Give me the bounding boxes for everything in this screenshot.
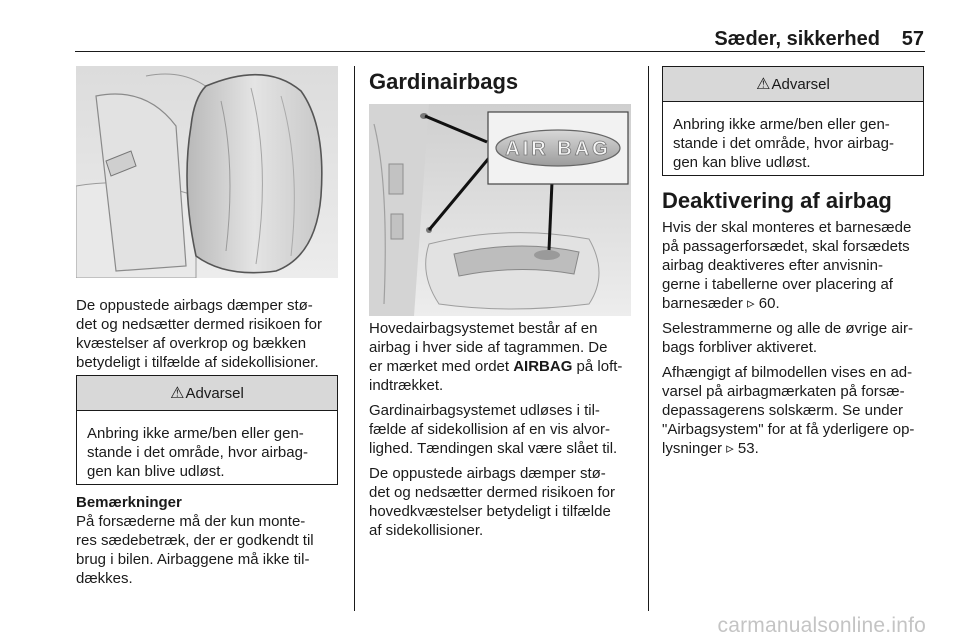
column-divider-left (354, 66, 355, 611)
footer-watermark-url[interactable]: carmanualsonline.info (717, 614, 926, 637)
seat-airbag-paragraph (76, 296, 351, 372)
text-line: stande i det område, hvor airbag- (87, 444, 308, 461)
column-divider-right (648, 66, 649, 611)
deactivation-text (662, 218, 958, 458)
text-line: bags forbliver aktiveret. (662, 339, 818, 356)
warning-title: Advarsel (185, 384, 244, 402)
text-line: lighed. Tændingen skal være slået til. (369, 440, 618, 457)
header-rule (75, 51, 925, 52)
airbag-emphasis: AIRBAG (513, 358, 573, 375)
text-line: betydeligt i tilfælde af sidekollisioner. (76, 354, 319, 371)
section-heading-gardinairbags: Gardinairbags (369, 69, 519, 94)
text-line: Gardinairbagsystemet udløses i til- (369, 402, 600, 419)
warning-triangle-icon: ⚠ (756, 76, 771, 93)
text-line: Anbring ikke arme/ben eller gen- (87, 425, 304, 442)
text-line: gerne i tabellerne over placering af (662, 276, 893, 293)
warning-title: Advarsel (771, 75, 830, 93)
text-line: dækkes. (76, 570, 133, 587)
warning-box-left (76, 375, 338, 485)
airbag-badge-label: AIR BAG (505, 138, 611, 160)
warning-header (77, 376, 337, 411)
text-line: airbag deaktiveres efter anvisnin- (662, 257, 883, 274)
text-run: er mærket med ordet (369, 358, 514, 375)
page-reference-icon: ▹ (726, 440, 734, 457)
text-line: De oppustede airbags dæmper stø- (76, 297, 313, 314)
text-line: det og nedsætter dermed risikoen for (369, 484, 615, 501)
text-line: De oppustede airbags dæmper stø- (369, 465, 606, 482)
section-heading-deaktivering: Deaktivering af airbag (662, 188, 892, 213)
page-section-title: Sæder, sikkerhed (714, 28, 880, 50)
text-line (369, 357, 644, 376)
text-line: res sædebetræk, der er godkendt til (76, 532, 314, 549)
warning-header (663, 67, 923, 102)
text-line (662, 439, 958, 458)
text-line: varsel på airbagmærkaten på forsæ- (662, 383, 905, 400)
text-line: af sidekollisioner. (369, 522, 484, 539)
warning-triangle-icon: ⚠ (170, 385, 185, 402)
text-line: airbag i hver side af tagrammen. De (369, 339, 608, 356)
text-line: depassagerens solskærm. Se under (662, 402, 903, 419)
text-line: gen kan blive udløst. (673, 154, 811, 171)
text-line: kvæstelser af overkrop og bækken (76, 335, 307, 352)
page-reference-icon: ▹ (747, 295, 755, 312)
text-run: på loft- (572, 358, 623, 375)
text-line: På forsæderne må der kun monte- (76, 513, 306, 530)
warning-box-right (662, 66, 924, 176)
text-line: på passagerforsædet, skal forsædets (662, 238, 910, 255)
curtain-airbag-illustration (369, 104, 631, 316)
curtain-airbag-text (369, 319, 644, 540)
text-line: brug i bilen. Airbaggene må ikke til- (76, 551, 310, 568)
text-line: Anbring ikke arme/ben eller gen- (673, 116, 890, 133)
text-line: gen kan blive udløst. (87, 463, 225, 480)
note-title: Bemærkninger (76, 494, 182, 511)
text-line: Selestrammerne og alle de øvrige air- (662, 320, 913, 337)
text-line: indtrækket. (369, 377, 444, 394)
warning-body (77, 411, 337, 481)
text-run: lysninger (662, 440, 727, 457)
text-line: fælde af sidekollision af en vis alvor- (369, 421, 610, 438)
text-line (662, 294, 958, 313)
text-line: hovedkvæstelser betydeligt i tilfælde (369, 503, 611, 520)
page-reference[interactable]: 53. (733, 440, 759, 457)
text-line: "Airbagsystem" for at få yderligere op- (662, 421, 915, 438)
page-reference[interactable]: 60. (754, 295, 780, 312)
warning-body (663, 102, 923, 172)
text-line: Hovedairbagsystemet består af en (369, 320, 598, 337)
text-line: Afhængigt af bilmodellen vises en ad- (662, 364, 913, 381)
text-run: barnesæder (662, 295, 748, 312)
page-number: 57 (901, 28, 924, 50)
seat-airbag-illustration (76, 66, 338, 278)
text-line: det og nedsætter dermed risikoen for (76, 316, 322, 333)
text-line: Hvis der skal monteres et barnesæde (662, 219, 912, 236)
note-section (76, 493, 351, 588)
text-line: stande i det område, hvor airbag- (673, 135, 894, 152)
